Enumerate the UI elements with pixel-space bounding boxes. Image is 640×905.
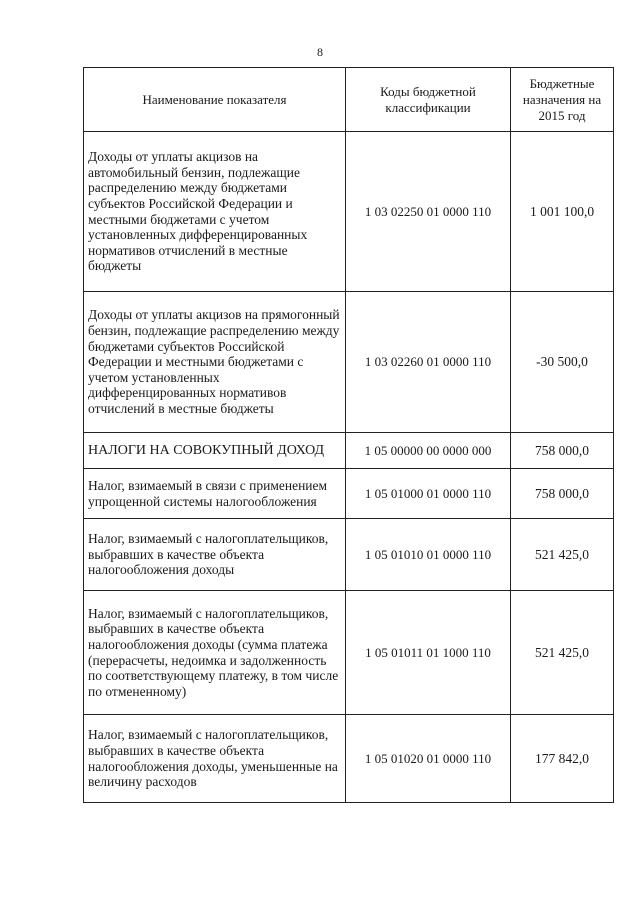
- row-amount: 758 000,0: [511, 469, 614, 519]
- row-name: Налог, взимаемый с налогоплательщиков, выбравших в качестве объекта налогообложения доходы, уменьшенные на величину расходов: [84, 715, 346, 803]
- table-row: [84, 433, 614, 469]
- row-amount: 521 425,0: [511, 591, 614, 715]
- table-row: [84, 469, 614, 519]
- header-code: Коды бюджетной классификации: [346, 68, 511, 132]
- row-amount: 1 001 100,0: [511, 132, 614, 292]
- page-number: 8: [317, 45, 323, 59]
- table-row: [84, 132, 614, 292]
- table-row: [84, 591, 614, 715]
- table-row: [84, 715, 614, 803]
- row-name: Налог, взимаемый в связи с применением упрощенной системы налогообложения: [84, 469, 346, 519]
- row-code: 1 05 00000 00 0000 000: [346, 433, 511, 469]
- table-row: [84, 519, 614, 591]
- row-code: 1 05 01020 01 0000 110: [346, 715, 511, 803]
- row-name: Налог, взимаемый с налогоплательщиков, выбравших в качестве объекта налогообложения доходы (сумма платежа (перерасчеты, недоимка и задолженность по соответствующему платежу, в том числе по отмененному): [84, 591, 346, 715]
- row-code: 1 05 01011 01 1000 110: [346, 591, 511, 715]
- row-amount: 177 842,0: [511, 715, 614, 803]
- row-code: 1 05 01000 01 0000 110: [346, 469, 511, 519]
- row-name: Доходы от уплаты акцизов на прямогонный бензин, подлежащие распределению между бюджетами субъектов Российской Федерации и местными бюджетами с учетом установленных дифференцированных нормативов отчислений в местные бюджеты: [84, 292, 346, 433]
- table-row: [84, 292, 614, 433]
- header-amount: Бюджетные назначения на 2015 год: [511, 68, 614, 132]
- budget-table: [83, 67, 614, 803]
- row-code: 1 03 02260 01 0000 110: [346, 292, 511, 433]
- row-amount: -30 500,0: [511, 292, 614, 433]
- table-header-row: [84, 68, 614, 132]
- row-code: 1 03 02250 01 0000 110: [346, 132, 511, 292]
- header-name: Наименование показателя: [84, 68, 346, 132]
- row-code: 1 05 01010 01 0000 110: [346, 519, 511, 591]
- row-name: НАЛОГИ НА СОВОКУПНЫЙ ДОХОД: [84, 433, 346, 469]
- row-amount: 521 425,0: [511, 519, 614, 591]
- row-name: Налог, взимаемый с налогоплательщиков, выбравших в качестве объекта налогообложения доходы: [84, 519, 346, 591]
- row-name: Доходы от уплаты акцизов на автомобильный бензин, подлежащие распределению между бюджетами субъектов Российской Федерации и местными бюджетами с учетом установленных дифференцированных нормативов отчислений в местные бюджеты: [84, 132, 346, 292]
- row-amount: 758 000,0: [511, 433, 614, 469]
